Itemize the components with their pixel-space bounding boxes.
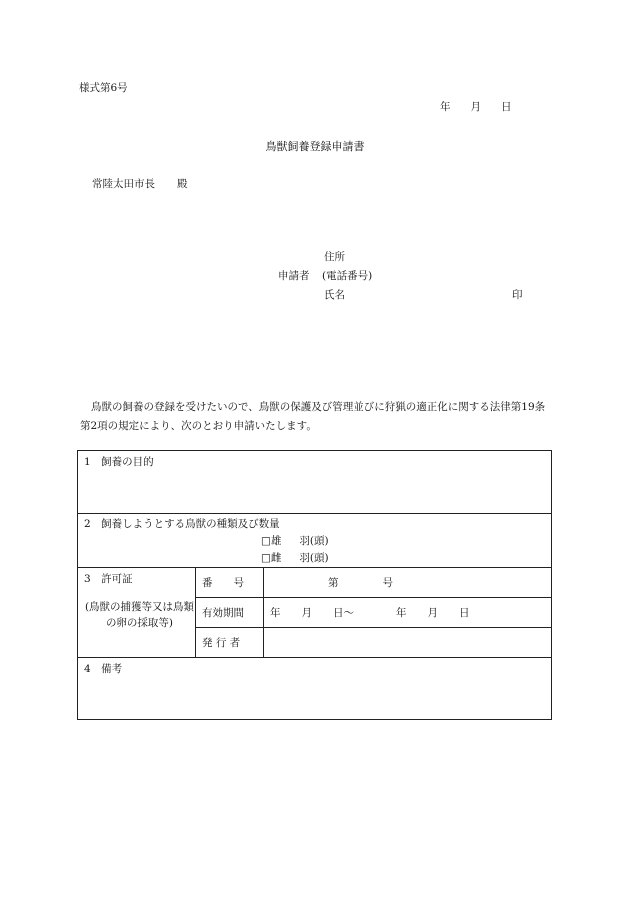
application-date <box>440 99 512 114</box>
permit-heading: 3 許可証 <box>84 573 133 585</box>
validity-label: 有効期間 <box>196 598 264 628</box>
addressee <box>92 176 188 191</box>
date-year: 年 <box>440 101 451 113</box>
male-unit: 羽(頭) <box>299 535 329 547</box>
applicant-name-label: 氏名 <box>324 289 345 301</box>
applicant-address-label: 住所 <box>324 251 345 263</box>
issuer-field[interactable] <box>264 628 552 658</box>
date-day: 日 <box>501 101 512 113</box>
remarks-heading: 4 備考 <box>84 663 123 675</box>
addressee-honorific: 殿 <box>177 178 188 190</box>
application-form-table <box>77 450 552 720</box>
applicant-label: 申請者 <box>278 270 310 282</box>
species-heading: 2 飼養しようとする鳥獣の種類及び数量 <box>84 518 280 530</box>
applicant-phone-label: (電話番号) <box>322 270 373 282</box>
addressee-name: 常陸太田市長 <box>92 178 155 190</box>
date-month: 月 <box>470 101 481 113</box>
female-checkbox[interactable]: □雌 <box>261 552 282 564</box>
species-male-line <box>78 533 551 550</box>
application-statement: 鳥獣の飼養の登録を受けたいので、鳥獣の保護及び管理並びに狩猟の適正化に関する法律第19条第2項の規定により、次のとおり申請いたします。 <box>80 401 546 432</box>
validity-field[interactable]: 年 月 日〜 年 月 日 <box>264 598 552 628</box>
remarks-field[interactable] <box>78 658 552 720</box>
permit-number-suffix: 号 <box>382 577 393 589</box>
purpose-field[interactable] <box>78 451 552 514</box>
seal-mark: 印 <box>512 289 523 301</box>
permit-number-prefix: 第 <box>328 577 339 589</box>
female-unit: 羽(頭) <box>299 552 329 564</box>
issuer-label: 発 行 者 <box>196 628 264 658</box>
male-checkbox[interactable]: □雄 <box>261 535 282 547</box>
form-number: 様式第6号 <box>79 82 128 94</box>
document-title: 鳥獣飼養登録申請書 <box>265 140 365 153</box>
species-female-line <box>78 550 551 567</box>
permit-number-field[interactable] <box>264 568 552 598</box>
purpose-heading: 1 飼養の目的 <box>84 456 154 468</box>
permit-number-label: 番 号 <box>196 568 264 598</box>
species-field[interactable] <box>78 514 552 568</box>
permit-note: (鳥獣の捕獲等又は鳥類の卵の採取等) <box>84 601 195 629</box>
permit-section <box>78 568 196 658</box>
